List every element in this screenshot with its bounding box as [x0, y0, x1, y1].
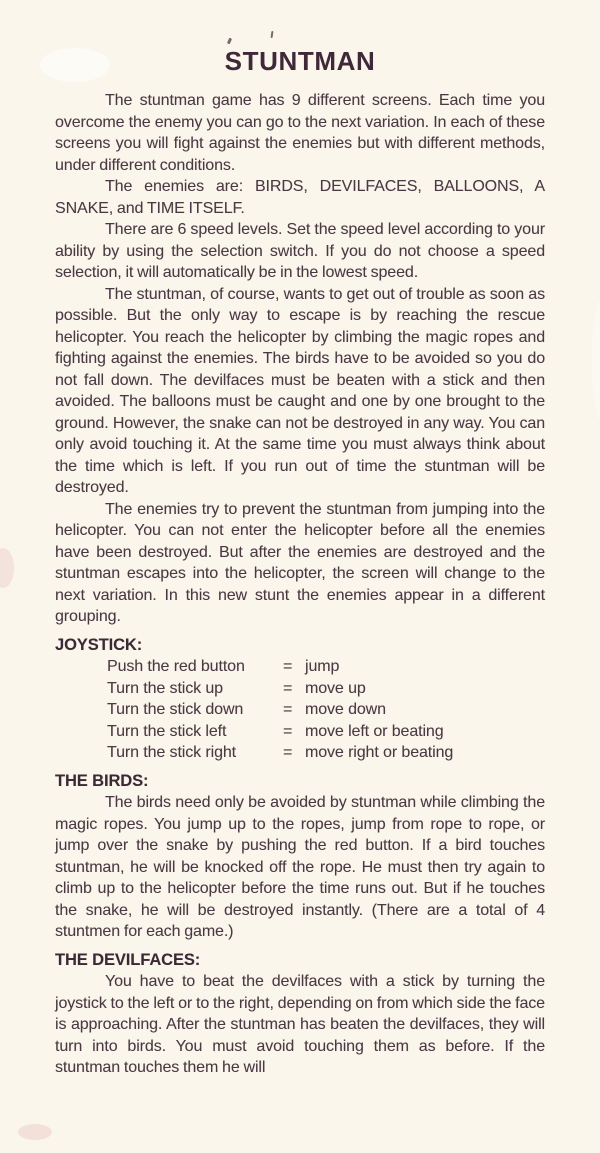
page-title: STUNTMAN	[224, 46, 376, 76]
equals-sign: =	[283, 679, 293, 697]
control-row	[107, 678, 545, 700]
section-heading-joystick: JOYSTICK:	[55, 635, 143, 654]
control-row	[107, 742, 545, 764]
control-action: Turn the stick left	[107, 722, 227, 740]
intro-paragraph-2: The enemies are: BIRDS, DEVILFACES, BALLOONS, A SNAKE, and TIME ITSELF.	[55, 178, 545, 217]
control-result: move down	[305, 701, 386, 718]
equals-sign: =	[283, 701, 293, 718]
scan-smudge	[18, 1124, 52, 1140]
control-result: move up	[305, 679, 366, 697]
birds-paragraph: The birds need only be avoided by stuntman while climbing the magic ropes. You jump up to the ropes, jump from rope to rope, or jump over the snake by pushing the red button. If a bird touches stuntman, he will be knocked off the rope. He must then try again to climb up to the helicopter before the time runs out. But if he touches the snake, he will be destroyed instantly. (There are a total of 4 stuntmen for each game.)	[55, 794, 545, 940]
control-action: Turn the stick right	[107, 744, 237, 761]
equals-sign: =	[283, 722, 293, 740]
intro-paragraph-4: The stuntman, of course, wants to get out of trouble as soon as possible. But the only way to escape is by reaching the rescue helicopter. You reach the helicopter by climbing the magic ropes and fighting against the enemies. The birds have to be avoided so you do not fall down. The devilfaces must be beaten with a stick and then avoided. The balloons must be caught and one by one brought to the ground. However, the snake can not be destroyed in any way. You can only avoid touching it. At the same time you must always think about the time which is left. If you run out of time the stuntman will be destroyed.	[55, 285, 545, 496]
intro-paragraph-3: There are 6 speed levels. Set the speed level according to your ability by using the selection switch. If you do not choose a speed selection, it will automatically be in the lowest speed.	[55, 221, 545, 281]
control-result: move right or beating	[305, 744, 454, 761]
intro-paragraph-5: The enemies try to prevent the stuntman from jumping into the helicopter. You can not enter the helicopter before all the enemies have been destroyed. But after the enemies are destroyed and the stuntman escapes into the helicopter, the screen will change to the next variation. In this new stunt the enemies appear in a different grouping.	[55, 500, 545, 625]
control-result: move left or beating	[305, 722, 444, 740]
control-row	[107, 699, 545, 721]
joystick-controls	[107, 656, 545, 764]
equals-sign: =	[283, 744, 293, 761]
equals-sign: =	[283, 658, 293, 675]
control-row	[107, 656, 545, 678]
control-action: Turn the stick up	[107, 679, 223, 697]
section-heading-birds: THE BIRDS:	[55, 771, 149, 790]
control-action: Turn the stick down	[107, 701, 244, 718]
control-row	[107, 721, 545, 743]
scan-smudge	[592, 300, 600, 420]
control-action: Push the red button	[107, 658, 245, 675]
section-heading-devilfaces: THE DEVILFACES:	[55, 950, 201, 969]
control-result: jump	[305, 658, 340, 675]
scan-smudge	[0, 548, 14, 588]
intro-paragraph-1: The stuntman game has 9 different screens. Each time you overcome the enemy you can go to the next variation. In each of these screens you will fight against the enemies but with different methods, under different conditions.	[55, 92, 545, 174]
devilfaces-paragraph: You have to beat the devilfaces with a stick by turning the joystick to the left or to the right, depending on from which side the face is approaching. After the stuntman has beaten the devilfaces, they will turn into birds. You must avoid touching them as before. If the stuntman touches them he will	[55, 973, 545, 1076]
